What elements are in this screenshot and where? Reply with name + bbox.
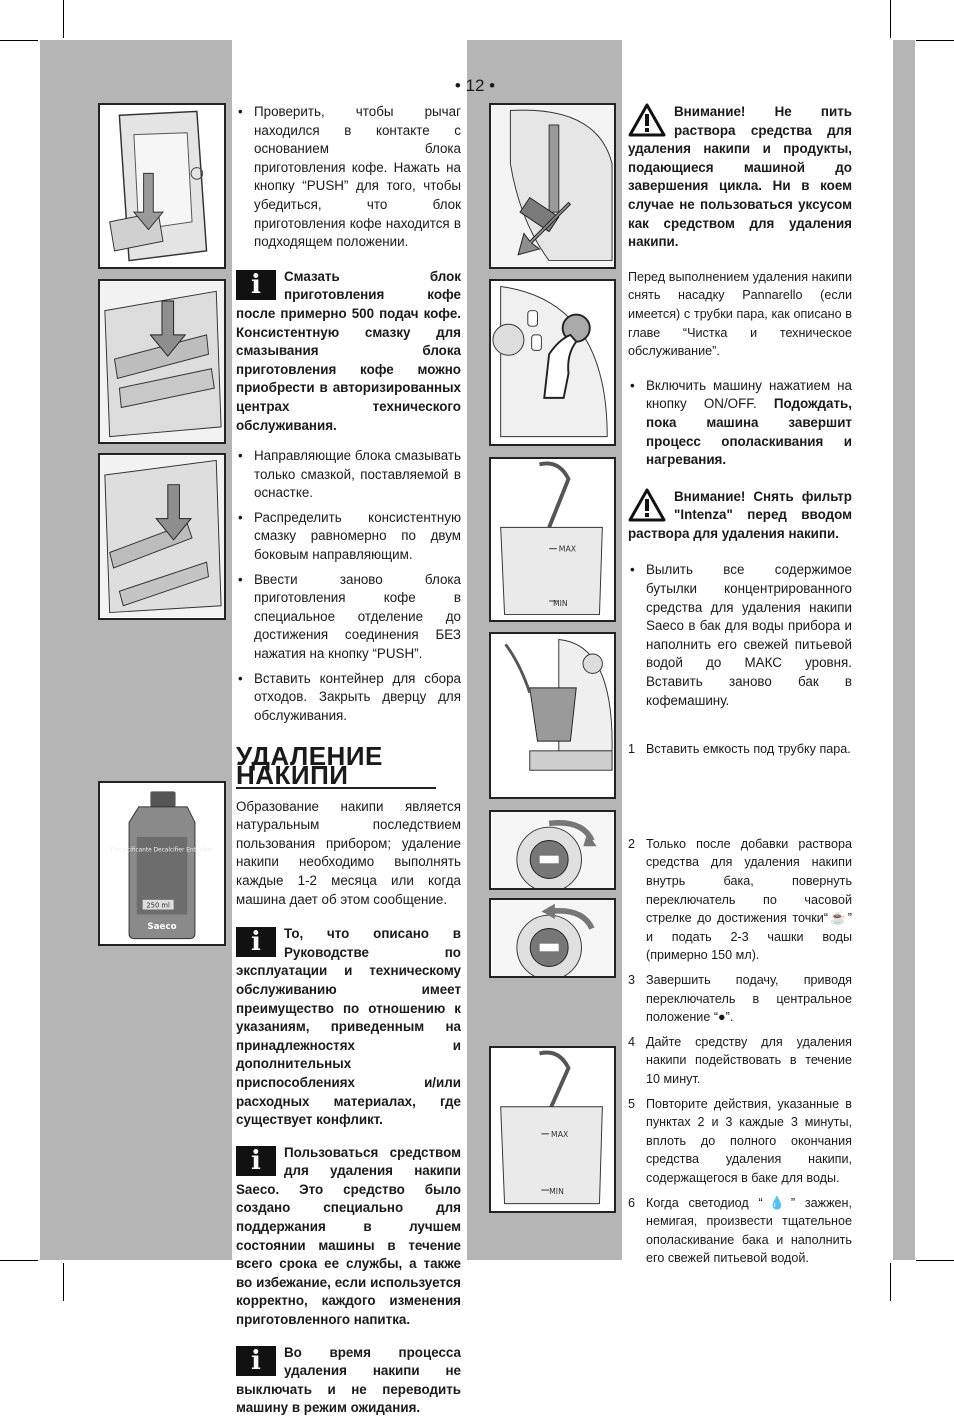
crop-mark	[890, 1263, 891, 1301]
bottle-volume: 250 ml	[146, 901, 170, 910]
step-text: Повторите действия, указанные в пунктах 2 и 3 каждые 3 минуты, вплоть до полного окончания средства удаления накипи, содержащегося в баке для воды.	[646, 1096, 852, 1185]
figure-container-under-wand	[489, 632, 616, 799]
step-text: Только после добавки раствора средства для удаления накипи внутрь бака, повернуть переключатель по часовой стрелке до достижения точки“☕” и подать 2-3 чашки воды (примерно 150 мл).	[646, 836, 852, 963]
warning-text: Внимание! Не пить раствора средства для удаления накипи и продукты, подающиеся машиной до завершения цикла. Ни в коем случае не пользоваться уксусом как средством для удаления накипи.	[628, 104, 852, 250]
figure-brew-unit-lever	[98, 103, 226, 269]
figure-power-button	[489, 279, 616, 446]
tank-max-label: MAX	[558, 544, 577, 554]
step-6	[628, 1194, 852, 1268]
step-text: Когда светодиод “💧” зажжен, немигая, произвести тщательное ополаскивание бака и наполнить его свежей питьевой водой.	[646, 1195, 852, 1266]
list-item: • Проверить, чтобы рычаг находился в контакте с основанием блока приготовления кофе. Нажать на кнопку “PUSH” для того, чтобы убедиться, что блок приготовления кофе находится в подходящем положении.	[236, 103, 461, 252]
list-item-bold: Подождать, пока машина завершит процесс ополаскивания и нагревания.	[646, 396, 852, 468]
step-2	[628, 835, 852, 965]
list-item	[628, 377, 852, 470]
step-number: 6	[628, 1195, 636, 1210]
page-number: • 12 •	[454, 76, 496, 95]
list-item-text: Включить машину нажатием на кнопку ON/OFF.	[646, 377, 852, 412]
tank-min-label: MIN	[549, 1186, 564, 1196]
warning-text: Внимание! Снять фильтр "Intenza" перед вводом раствора для удаления накипи.	[628, 488, 852, 541]
step-number: 2	[628, 836, 636, 851]
figure-brew-unit-grease	[98, 279, 226, 444]
step-number: 4	[628, 1034, 636, 1049]
left-column	[236, 103, 461, 1418]
note-text: Смазать блок приготовления кофе после примерно 500 подач кофе. Консистентную смазку для смазывания блока приготовления кофе можно приобрести в авторизированных центрах технического обслуживания.	[236, 268, 461, 433]
note-standby	[236, 1344, 461, 1418]
list-item: • Распределить консистентную смазку равномерно по двум боковым направляющим.	[236, 509, 461, 565]
warning-icon	[628, 488, 666, 522]
info-icon: i	[236, 270, 276, 300]
section-title: УДАЛЕНИЕ НАКИПИ	[236, 747, 436, 788]
figure-fill-tank	[489, 457, 616, 622]
tank-min-label: MIN	[552, 598, 568, 608]
note-text: То, что описано в Руководстве по эксплуатации и техническому обслуживанию имеет преимущество по отношению к указаниям, приведенным на принадлежностях и дополнительных приспособлениях и/или расходных материалах, где существует конфликт.	[236, 926, 461, 1128]
step-number: 3	[628, 972, 636, 987]
step-number: 1	[628, 742, 636, 757]
figure-remove-pannarello	[489, 103, 616, 269]
step-text: Вставить емкость под трубку пара.	[646, 742, 851, 757]
note-text: Пользоваться средством для удаления накипи Saeco. Это средство было создано специально для поддержания в лучшем состоянии машины в течение всего срока ее службы, а также во избежание, если используется корректно, каждого изменения приготовленного напитка.	[236, 1144, 461, 1328]
crop-mark	[63, 0, 64, 38]
note-manual	[236, 925, 461, 1130]
figure-descaler-bottle	[98, 781, 226, 946]
list-item: • Вылить все содержимое бутылки концентрированного средства для удаления накипи Saeco в бак для воды прибора и наполнить его свежей питьевой водой до МАКС уровня. Вставить заново бак в кофемашину.	[628, 561, 852, 710]
step-text: Завершить подачу, приводя переключатель в центральное положение “●”.	[646, 972, 852, 1025]
far-right-gray-band	[893, 40, 915, 1260]
figure-knob-clockwise	[489, 810, 616, 890]
list-item: • Ввести заново блока приготовления кофе в специальное отделение до достижения соединения БЕЗ нажатия на кнопку “PUSH”.	[236, 571, 461, 664]
warning-icon	[628, 103, 666, 137]
note-text: Во время процесса удаления накипи не выключать и не переводить машину в режим ожидания.	[236, 1344, 461, 1416]
right-column	[628, 103, 852, 1268]
step-3	[628, 971, 852, 1027]
note-grease	[236, 268, 461, 435]
intro-text: Образование накипи является натуральным последствием пользования прибором; удаление накипи необходимо выполнять каждые 1-2 месяца или когда машина дает об этом сообщение.	[236, 798, 461, 907]
crop-mark	[0, 40, 38, 41]
crop-mark	[890, 0, 891, 38]
step-text: Дайте средству для удаления накипи подействовать в течение 10 минут.	[646, 1034, 852, 1086]
list-item: • Направляющие блока смазывать только смазкой, поставляемой в оснастке.	[236, 447, 461, 503]
pre-text: Перед выполнением удаления накипи снять насадку Pannarello (если имеется) с трубки пара, как описано в главе “Чистка и техническое обслуживание”.	[628, 269, 852, 359]
warning-no-drink	[628, 103, 852, 252]
warning-intenza	[628, 488, 852, 544]
step-4	[628, 1033, 852, 1089]
step-5	[628, 1095, 852, 1188]
figure-brew-unit-insert	[98, 453, 226, 620]
crop-mark	[0, 1260, 38, 1261]
crop-mark	[916, 1260, 954, 1261]
info-icon: i	[236, 1146, 276, 1176]
crop-mark	[916, 40, 954, 41]
bottle-brand: Saeco	[147, 921, 177, 932]
bottle-label: Decalcificante Decalcifier Entkalker	[110, 847, 214, 854]
step-1	[628, 740, 852, 759]
step-number: 5	[628, 1096, 636, 1111]
figure-rinse-tank	[489, 1046, 616, 1213]
list-item: • Вставить контейнер для сбора отходов. Закрыть дверцу для обслуживания.	[236, 670, 461, 726]
figure-knob-center	[489, 898, 616, 978]
info-icon: i	[236, 1346, 276, 1376]
note-saeco	[236, 1144, 461, 1330]
tank-max-label: MAX	[551, 1129, 569, 1139]
info-icon: i	[236, 927, 276, 957]
crop-mark	[63, 1263, 64, 1301]
